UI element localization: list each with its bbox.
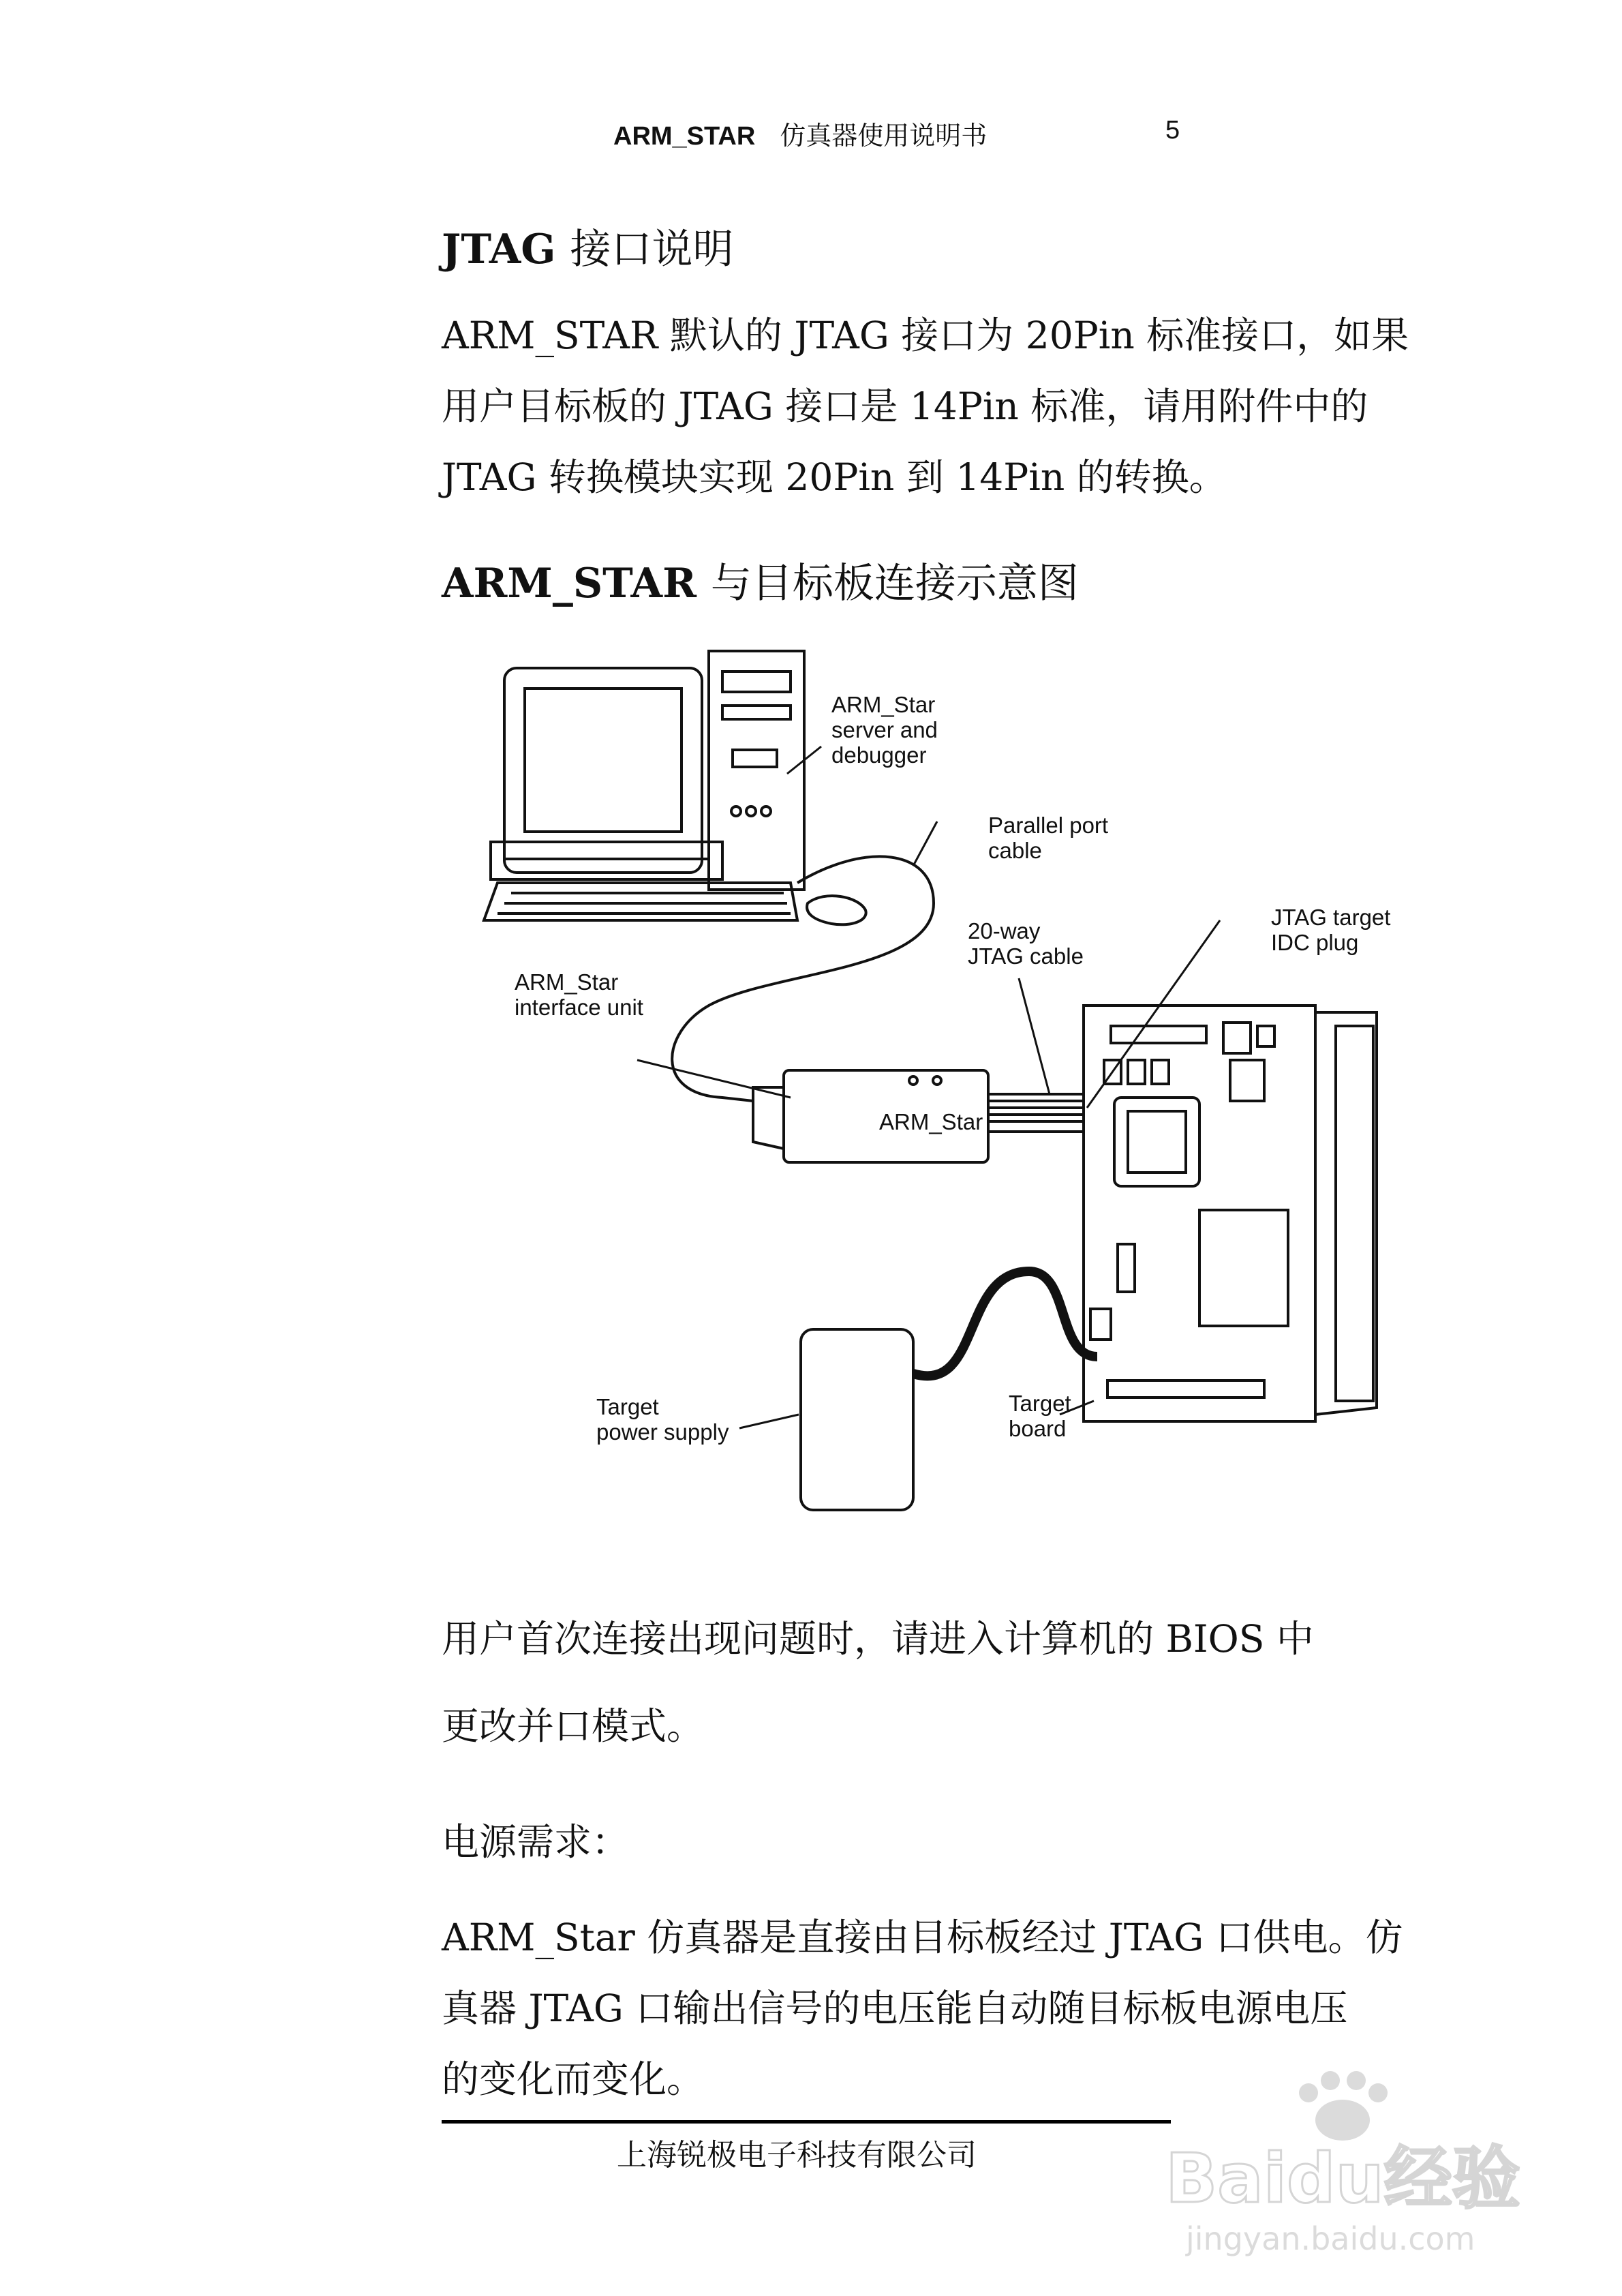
page-number: 5 <box>1165 116 1180 145</box>
section-diagram-title-en: ARM_STAR <box>442 560 697 607</box>
footer-rule <box>442 2120 1171 2124</box>
section-diagram-title <box>442 551 1079 609</box>
connection-diagram <box>416 617 1458 1517</box>
paragraph-line: 用户目标板的 JTAG 接口是 14Pin 标准，请用附件中的 <box>442 384 1368 428</box>
paragraph-line: 更改并口模式。 <box>442 1704 705 1748</box>
section-jtag-title-en: JTAG <box>442 226 556 273</box>
watermark-brand: Baidu经验 <box>1165 2139 1520 2218</box>
interface-label-line2: interface unit <box>515 995 643 1020</box>
monitor-icon <box>491 668 722 879</box>
server-label-line1: ARM_Star <box>831 692 936 717</box>
jtag-cable-label-line1: 20-way <box>968 918 1041 943</box>
interface-label-line1: ARM_Star <box>515 969 619 995</box>
power-label-line1: Target <box>596 1394 659 1419</box>
jtag-target-label-line2: IDC plug <box>1271 930 1359 955</box>
parallel-label-line1: Parallel port <box>988 813 1109 838</box>
paragraph-line: 的变化而变化。 <box>442 2057 705 2101</box>
label-arrows <box>637 746 1220 1428</box>
unit-label: ARM_Star <box>879 1109 983 1134</box>
board-label-line2: board <box>1009 1416 1067 1441</box>
jtag-paragraph <box>442 300 1409 513</box>
paragraph-line: 用户首次连接出现问题时，请进入计算机的 BIOS 中 <box>442 1617 1314 1661</box>
paragraph-line: ARM_STAR 默认的 JTAG 接口为 20Pin 标准接口，如果 <box>442 314 1409 357</box>
section-diagram-title-cn: 与目标板连接示意图 <box>710 560 1079 607</box>
header-title: ARM_STAR <box>613 122 756 151</box>
page-header <box>613 115 987 152</box>
jtag-ribbon-cable <box>988 1094 1084 1132</box>
power-supply-icon <box>801 1329 913 1510</box>
paw-icon <box>1315 2100 1370 2141</box>
jtag-target-label-line1: JTAG target <box>1271 905 1391 930</box>
bios-paragraph <box>442 1595 1409 1770</box>
paragraph-line: JTAG 转换模块实现 20Pin 到 14Pin 的转换。 <box>442 455 1227 499</box>
server-label-line2: server and <box>831 717 938 742</box>
section-jtag-title-cn: 接口说明 <box>570 226 734 273</box>
mouse-icon <box>807 896 866 924</box>
target-board-icon <box>1084 1006 1377 1421</box>
power-label-line2: power supply <box>596 1419 729 1445</box>
footer-company: 上海锐极电子科技有限公司 <box>617 2139 977 2172</box>
power-title: 电源需求： <box>442 1820 630 1864</box>
board-label-line1: Target <box>1009 1391 1071 1416</box>
section-jtag-title <box>442 217 733 275</box>
jtag-cable-label-line2: JTAG cable <box>968 943 1084 969</box>
power-cable <box>913 1271 1097 1376</box>
parallel-label-line2: cable <box>988 838 1042 863</box>
server-label-line3: debugger <box>831 742 927 768</box>
watermark-url: jingyan.baidu.com <box>1186 2220 1475 2257</box>
paragraph-line: 真器 JTAG 口输出信号的电压能自动随目标板电源电压 <box>442 1987 1348 2030</box>
paragraph-line: ARM_Star 仿真器是直接由目标板经过 JTAG 口供电。仿 <box>442 1916 1403 1959</box>
header-subtitle: 仿真器使用说明书 <box>780 122 988 151</box>
baidu-watermark <box>1159 2066 1540 2270</box>
